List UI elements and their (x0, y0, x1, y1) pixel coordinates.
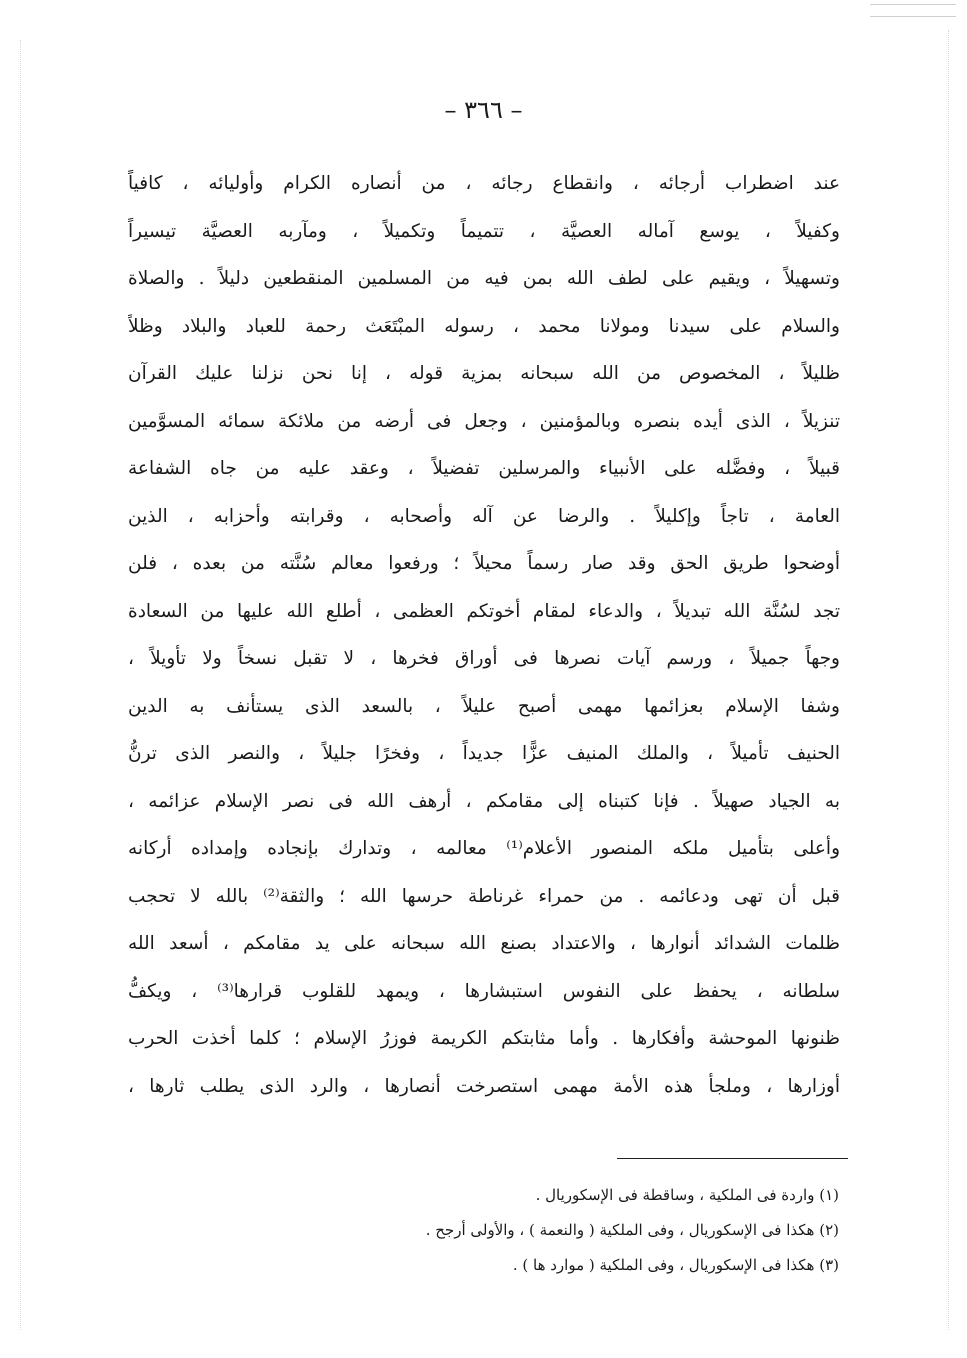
footnote: (٢) هكذا فى الإسكوريال ، وفى الملكية ( والنعمة ) ، والأولى أرجح . (425, 1221, 839, 1239)
fold-line (20, 40, 21, 1330)
text-line: ظليلاً ، المخصوص من الله سبحانه بمزية قوله ، إنا نحن نزلنا عليك القرآن (128, 363, 840, 384)
text-line: سلطانه ، يحفظ على النفوس استبشارها ، ويمهد للقلوب قرارها⁽³⁾ ، ويكفُّ (128, 980, 840, 1002)
text-line: به الجياد صهيلاً . فإنا كتبناه إلى مقامكم ، أرهف الله فى نصر الإسلام عزائمه ، (128, 790, 840, 812)
footnote-divider (617, 1158, 848, 1159)
corner-mark (870, 4, 956, 5)
text-line: عند اضطراب أرجائه ، وانقطاع رجائه ، من أنصاره الكرام وأوليائه ، كافياً (128, 173, 840, 194)
text-line: وجهاً جميلاً ، ورسم آيات نصرها فى أوراق فخرها ، لا تقبل نسخاً ولا تأويلاً ، (128, 648, 840, 669)
text-line: قبيلاً ، وفضَّله على الأنبياء والمرسلين تفضيلاً ، وعقد عليه من جاه الشفاعة (128, 458, 840, 479)
text-line: ظنونها الموحشة وأفكارها . وأما مثابتكم الكريمة فوزرُ الإسلام ؛ كلما أخذت الحرب (128, 1028, 840, 1049)
footnote: (١) واردة فى الملكية ، وساقطة فى الإسكوريال . (535, 1186, 839, 1204)
text-line: تجد لسُنَّة الله تبديلاً ، والدعاء لمقام أخوتكم العظمى ، أطلع الله عليها من السعادة (128, 600, 840, 622)
text-line: وكفيلاً ، يوسع آماله العصيَّة ، تتميماً وتكميلاً ، ومآربه العصيَّة تيسيراً (128, 220, 840, 242)
text-line: ظلمات الشدائد أنوارها ، والاعتداد بصنع الله سبحانه على يد مقامكم ، أسعد الله (128, 933, 840, 954)
text-line: وأعلى بتأميل ملكه المنصور الأعلام⁽¹⁾ معالمه ، وتدارك بإنجاده وإمداده أركانه (128, 838, 840, 859)
corner-mark (870, 16, 956, 17)
fold-line (948, 30, 949, 1330)
text-line: الحنيف تأميلاً ، والملك المنيف عزًّا جديداً ، وفخرًا جليلاً ، والنصر الذى ترنُّ (128, 743, 840, 764)
text-line: أوضحوا طريق الحق وقد صار رسماً محيلاً ؛ ورفعوا معالم سُنَّته من بعده ، فلن (128, 553, 840, 574)
body-text (128, 160, 840, 1110)
text-line: وتسهيلاً ، ويقيم على لطف الله بمن فيه من المسلمين المنقطعين دليلاً . والصلاة (128, 268, 840, 289)
text-line: وشفا الإسلام بعزائمها مهمى أصبح عليلاً ، بالسعد الذى يستأنف به الدين (128, 695, 840, 717)
text-line: أوزارها ، وملجأ هذه الأمة مهمى استصرخت أنصارها ، والرد الذى يطلب ثارها ، (128, 1075, 840, 1097)
text-line: قبل أن تهى ودعائمه . من حمراء غرناطة حرسها الله ؛ والثقة⁽²⁾ بالله لا تحجب (128, 885, 840, 907)
text-line: والسلام على سيدنا ومولانا محمد ، رسوله المبْتَعَث رحمة للعباد والبلاد وظلاً (128, 315, 840, 337)
text-line: العامة ، تاجاً وإكليلاً . والرضا عن آله وأصحابه ، وقرابته وأحزابه ، الذين (128, 505, 840, 527)
footnote: (٣) هكذا فى الإسكوريال ، وفى الملكية ( موارد ها ) . (512, 1256, 839, 1274)
footnotes (239, 1178, 839, 1283)
text-line: تنزيلاً ، الذى أيده بنصره وبالمؤمنين ، وجعل فى أرضه من ملائكة سمائه المسوَّمين (128, 410, 840, 432)
page-number: – ٣٦٦ – (444, 96, 523, 124)
